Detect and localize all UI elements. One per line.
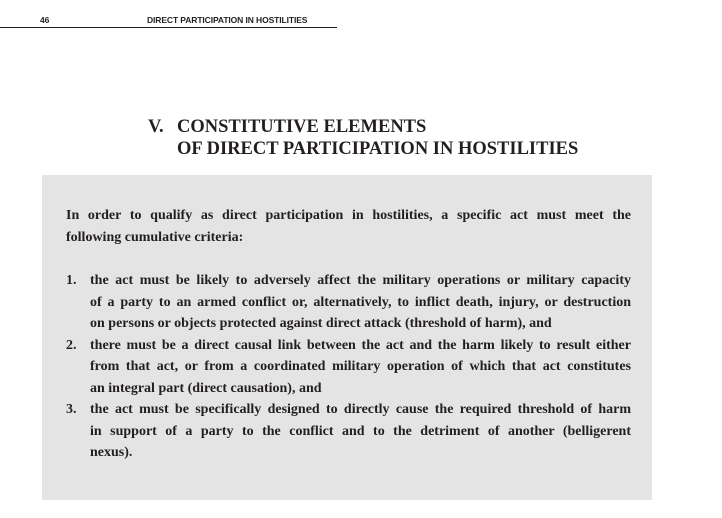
criterion-line: the act must be specifically designed to directly cause the required threshold of harm (90, 402, 631, 417)
criteria-list (66, 270, 631, 464)
running-header (0, 13, 337, 28)
page-number: 46 (40, 15, 50, 25)
criterion-line: of a party to an armed conflict or, alternatively, to inflict death, injury, or destruction (90, 294, 631, 310)
criterion-line: there must be a direct causal link between the act and the harm likely to result either (90, 337, 631, 353)
criterion-number: 3. (66, 402, 77, 417)
chapter-heading-line-1 (148, 116, 578, 138)
running-title: DIRECT PARTICIPATION IN HOSTILITIES (147, 15, 308, 25)
criterion-line: an integral part (direct causation), and (90, 380, 322, 396)
chapter-heading (148, 116, 578, 160)
intro-line-1: In order to qualify as direct participation in hostilities, a specific act must meet the (66, 208, 631, 223)
criterion-line: from that act, or from a coordinated military operation of which that act constitutes (90, 359, 631, 374)
criterion-number: 1. (66, 273, 77, 288)
criterion-line: on persons or objects protected against direct attack (threshold of harm), and (90, 316, 552, 331)
criterion-line: in support of a party to the conflict and to the detriment of another (belligerent (90, 423, 631, 439)
chapter-title-line-2: OF DIRECT PARTICIPATION IN HOSTILITIES (177, 139, 579, 159)
intro-line-2: following cumulative criteria: (66, 229, 244, 245)
criterion-item-1 (66, 270, 631, 335)
criterion-item-3 (66, 399, 631, 464)
chapter-title-line-1: CONSTITUTIVE ELEMENTS (177, 117, 427, 137)
criterion-line: the act must be likely to adversely affect the military operations or military capacity (90, 273, 631, 288)
criterion-item-2 (66, 335, 631, 400)
chapter-number: V. (148, 117, 164, 137)
criterion-number: 2. (66, 337, 77, 353)
criterion-line: nexus). (90, 445, 133, 460)
intro-paragraph (66, 205, 631, 248)
summary-box (42, 175, 652, 500)
